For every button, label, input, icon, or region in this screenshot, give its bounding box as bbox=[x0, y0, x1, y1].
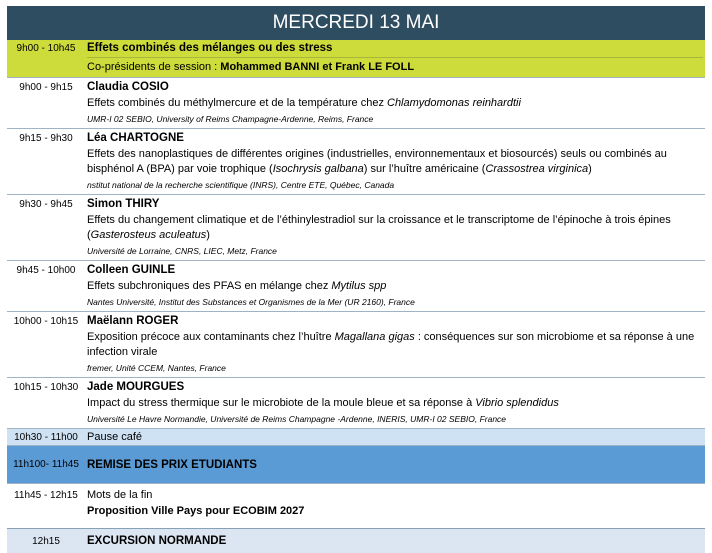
prize-time: 11h100- 11h45 bbox=[13, 459, 79, 470]
day-header: MERCREDI 13 MAI bbox=[7, 6, 705, 40]
affiliation: UMR-I 02 SEBIO, University of Reims Champagne-Ardenne, Reims, France bbox=[87, 114, 374, 124]
speaker-name: Jade MOURGUES bbox=[87, 381, 185, 393]
talk-row bbox=[7, 129, 705, 195]
session-row bbox=[7, 40, 705, 78]
title-text: Impact du stress thermique sur le microbiote de la moule bleue et sa réponse à bbox=[87, 397, 476, 409]
title-text: : conséquences sur son microbiome et sa réponse à une infection virale bbox=[87, 331, 695, 358]
chair-label: Co-présidents de session : bbox=[87, 61, 221, 73]
talk-time: 9h30 - 9h45 bbox=[19, 199, 73, 210]
closing-time: 11h45 - 12h15 bbox=[14, 490, 78, 501]
title-text: Exposition précoce aux contaminants chez l’huître bbox=[87, 331, 335, 343]
species-name: Crassostrea virginica bbox=[485, 163, 589, 175]
title-text: Effets du changement climatique et de l’éthinylestradiol sur la croissance et le transcriptome de l’épinoche à trois épines ( bbox=[87, 214, 671, 241]
session-content bbox=[85, 40, 705, 77]
speaker-name: Maëlann ROGER bbox=[87, 315, 179, 327]
talk-content bbox=[85, 78, 705, 128]
talk-row bbox=[7, 195, 705, 261]
talk-time: 9h45 - 10h00 bbox=[16, 265, 76, 276]
talk-row bbox=[7, 312, 705, 378]
session-chairs bbox=[87, 57, 703, 77]
talk-time: 9h15 - 9h30 bbox=[19, 133, 73, 144]
title-text: Effets des nanoplastiques de différentes origines (industrielles, environnementaux et biosourcés) seuls ou combinés au bisphénol A (BPA) par voie trophique ( bbox=[87, 148, 667, 175]
excursion-row bbox=[7, 528, 705, 553]
pause-row bbox=[7, 429, 705, 446]
talk-content bbox=[85, 129, 705, 194]
talk-content bbox=[85, 312, 705, 377]
prize-row bbox=[7, 446, 705, 484]
closing-line-1: Mots de la fin bbox=[87, 489, 153, 501]
talk-list bbox=[7, 78, 705, 429]
excursion-time: 12h15 bbox=[32, 535, 60, 547]
talk-time: 10h15 - 10h30 bbox=[13, 382, 79, 393]
pause-label: Pause café bbox=[87, 431, 143, 443]
title-text: ) bbox=[206, 229, 210, 241]
closing-row bbox=[7, 484, 705, 528]
prize-label: REMISE DES PRIX ETUDIANTS bbox=[87, 458, 257, 471]
session-title: Effets combinés des mélanges ou des stress bbox=[87, 42, 333, 54]
talk-title bbox=[87, 329, 703, 360]
speaker-name: Simon THIRY bbox=[87, 198, 160, 210]
closing-content bbox=[85, 484, 705, 528]
schedule-table bbox=[7, 6, 705, 553]
talk-title bbox=[87, 212, 703, 243]
pause-time: 10h30 - 11h00 bbox=[14, 431, 78, 443]
talk-row bbox=[7, 78, 705, 129]
excursion-label: EXCURSION NORMANDE bbox=[87, 535, 227, 547]
talk-row bbox=[7, 261, 705, 312]
talk-row bbox=[7, 378, 705, 429]
speaker-name: Colleen GUINLE bbox=[87, 264, 176, 276]
species-name: Mytilus spp bbox=[331, 280, 387, 292]
title-text: ) sur l’huître américaine ( bbox=[363, 163, 486, 175]
talk-title bbox=[87, 395, 703, 411]
chair-names: Mohammed BANNI et Frank LE FOLL bbox=[220, 61, 415, 73]
affiliation: nstitut national de la recherche scientifique (INRS), Centre ETE, Québec, Canada bbox=[87, 180, 395, 190]
species-name: Magallana gigas bbox=[334, 331, 415, 343]
talk-time: 9h00 - 9h15 bbox=[19, 82, 73, 93]
talk-time: 10h00 - 10h15 bbox=[13, 316, 79, 327]
talk-title bbox=[87, 95, 703, 111]
talk-content bbox=[85, 195, 705, 260]
speaker-name: Claudia COSIO bbox=[87, 81, 169, 93]
title-text: Effets subchroniques des PFAS en mélange chez bbox=[87, 280, 332, 292]
species-name: Vibrio splendidus bbox=[475, 397, 559, 409]
talk-content bbox=[85, 261, 705, 311]
talk-title bbox=[87, 278, 703, 294]
species-name: Chlamydomonas reinhardtii bbox=[387, 97, 521, 109]
talk-title bbox=[87, 146, 703, 177]
speaker-name: Léa CHARTOGNE bbox=[87, 132, 184, 144]
session-time: 9h00 - 10h45 bbox=[16, 43, 76, 54]
affiliation: Nantes Université, Institut des Substances et Organismes de la Mer (UR 2160), France bbox=[87, 297, 415, 307]
affiliation: fremer, Unité CCEM, Nantes, France bbox=[87, 363, 226, 373]
closing-line-2: Proposition Ville Pays pour ECOBIM 2027 bbox=[87, 505, 305, 517]
affiliation: Université de Lorraine, CNRS, LIEC, Metz, France bbox=[87, 246, 277, 256]
talk-content bbox=[85, 378, 705, 428]
species-name: Isochrysis galbana bbox=[272, 163, 364, 175]
species-name: Gasterosteus aculeatus bbox=[90, 229, 207, 241]
title-text: ) bbox=[588, 163, 592, 175]
title-text: Effets combinés du méthylmercure et de la température chez bbox=[87, 97, 387, 109]
affiliation: Université Le Havre Normandie, Université de Reims Champagne -Ardenne, INERIS, UMR-I 02 SEBIO, France bbox=[87, 414, 507, 424]
